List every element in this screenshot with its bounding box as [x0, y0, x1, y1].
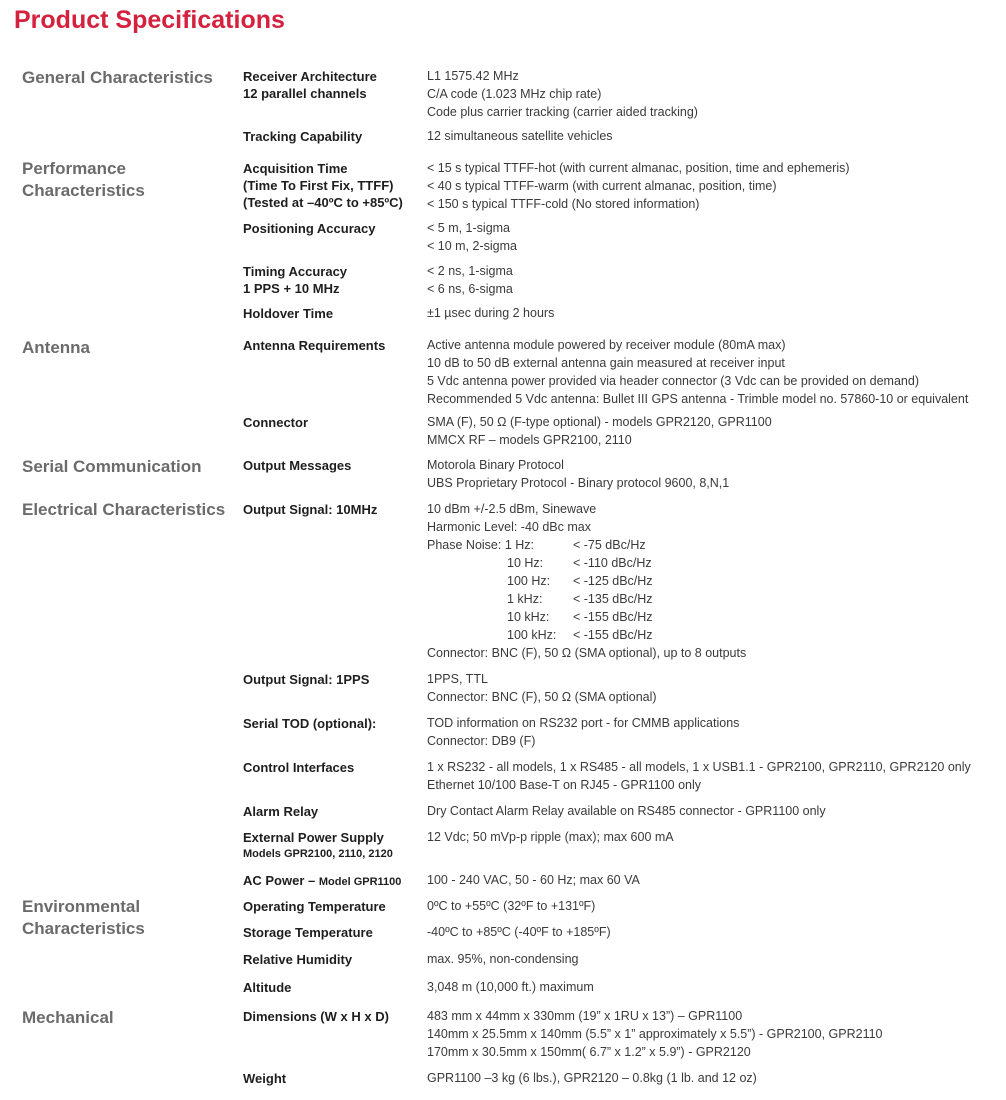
spec-label-timing: [243, 263, 347, 297]
value-line: < 6 ns, 6-sigma: [427, 282, 513, 296]
phase-noise-freq: 100 kHz:: [507, 628, 557, 642]
spec-value-output-messages: [427, 456, 1002, 492]
spec-value-timing: [427, 262, 1002, 298]
section-general: [22, 67, 213, 89]
spec-value-storage-temp: [427, 923, 1002, 941]
phase-noise-freq: 10 kHz:: [507, 610, 550, 624]
spec-value-op-temp: [427, 897, 1002, 915]
phase-noise-row: [427, 554, 1002, 572]
value-line: ±1 µsec during 2 hours: [427, 306, 555, 320]
spec-label-humidity: [243, 951, 352, 968]
phase-noise-freq: 100 Hz:: [507, 574, 551, 588]
label-line: External Power Supply: [243, 830, 384, 845]
label-line: Dimensions (W x H x D): [243, 1009, 389, 1024]
spec-label-tracking: [243, 128, 362, 145]
label-line: Output Messages: [243, 458, 352, 473]
value-line: < 2 ns, 1-sigma: [427, 264, 513, 278]
value-line: 0ºC to +55ºC (32ºF to +131ºF): [427, 899, 596, 913]
label-line: Antenna Requirements: [243, 338, 386, 353]
label-line: Models GPR2100, 2110, 2120: [243, 848, 393, 860]
value-line: 12 Vdc; 50 mVp-p ripple (max); max 600 mA: [427, 830, 674, 844]
value-line: Dry Contact Alarm Relay available on RS485 connector - GPR1100 only: [427, 804, 826, 818]
value-line: Code plus carrier tracking (carrier aided tracking): [427, 105, 698, 119]
value-line: MMCX RF – models GPR2100, 2110: [427, 433, 632, 447]
label-line: 1 PPS + 10 MHz: [243, 281, 340, 296]
label-main: AC Power –: [243, 873, 319, 888]
section-title: Performance: [22, 159, 126, 178]
label-line: Storage Temperature: [243, 925, 373, 940]
phase-noise-level: < -135 dBc/Hz: [573, 592, 653, 606]
spec-value-altitude: [427, 978, 1002, 996]
value-line: Harmonic Level: -40 dBc max: [427, 520, 591, 534]
section-antenna: [22, 337, 90, 359]
label-line: Timing Accuracy: [243, 264, 348, 279]
section-mechanical: [22, 1007, 114, 1029]
label-line: Receiver Architecture: [243, 69, 377, 84]
value-line: SMA (F), 50 Ω (F-type optional) - models GPR2120, GPR1100: [427, 415, 772, 429]
section-title: General Characteristics: [22, 68, 213, 87]
spec-value-dimensions: [427, 1007, 1002, 1061]
value-line: 483 mm x 44mm x 330mm (19” x 1RU x 13”) – GPR1100: [427, 1009, 743, 1023]
value-line: Motorola Binary Protocol: [427, 458, 564, 472]
spec-label-holdover: [243, 305, 333, 322]
spec-value-signal-1pps: [427, 670, 1002, 706]
value-line: < 10 m, 2-sigma: [427, 239, 517, 253]
label-line: (Tested at –40ºC to +85ºC): [243, 195, 403, 210]
spec-value-control: [427, 758, 1002, 794]
spec-label-ext-power: [243, 829, 393, 863]
spec-label-connector: [243, 414, 308, 431]
phase-noise-row: [427, 626, 1002, 644]
value-line: Connector: BNC (F), 50 Ω (SMA optional): [427, 690, 657, 704]
spec-label-storage-temp: [243, 924, 373, 941]
label-line: Connector: [243, 415, 308, 430]
phase-noise-freq: 1 kHz:: [507, 592, 543, 606]
section-title: Electrical Characteristics: [22, 500, 226, 519]
spec-value-positioning: [427, 219, 1002, 255]
value-line: GPR1100 –3 kg (6 lbs.), GPR2120 – 0.8kg (1 lb. and 12 oz): [427, 1071, 757, 1085]
spec-label-positioning: [243, 220, 375, 237]
value-line: Recommended 5 Vdc antenna: Bullet III GPS antenna - Trimble model no. 57860-10 or equivalent: [427, 392, 969, 406]
spec-value-ext-power: [427, 828, 1002, 846]
label-line: Serial TOD (optional):: [243, 716, 377, 731]
spec-label-control: [243, 759, 354, 776]
phase-noise-row: [427, 590, 1002, 608]
spec-value-alarm: [427, 802, 1002, 820]
spec-label-alarm: [243, 803, 318, 820]
phase-noise-level: < -125 dBc/Hz: [573, 574, 653, 588]
spec-label-serial-tod: [243, 715, 376, 732]
label-line: [243, 872, 401, 891]
spec-label-dimensions: [243, 1008, 389, 1025]
spec-value-connector: [427, 413, 1002, 449]
label-line: Output Signal: 1PPS: [243, 672, 370, 687]
section-title: Environmental: [22, 897, 141, 916]
spec-label-op-temp: [243, 898, 386, 915]
value-line: < 5 m, 1-sigma: [427, 221, 511, 235]
value-line: Connector: BNC (F), 50 Ω (SMA optional), up to 8 outputs: [427, 646, 747, 660]
spec-label-weight: [243, 1070, 286, 1087]
spec-value-weight: [427, 1069, 1002, 1087]
value-line: Ethernet 10/100 Base-T on RJ45 - GPR1100 only: [427, 778, 702, 792]
spec-value-signal-10mhz: [427, 500, 1002, 662]
label-line: Positioning Accuracy: [243, 221, 376, 236]
section-performance: [22, 158, 145, 202]
section-title: Characteristics: [22, 919, 145, 938]
value-line: 12 simultaneous satellite vehicles: [427, 129, 613, 143]
value-line: 10 dBm +/-2.5 dBm, Sinewave: [427, 502, 597, 516]
spec-label-receiver: [243, 68, 377, 102]
value-line: 1 x RS232 - all models, 1 x RS485 - all models, 1 x USB1.1 - GPR2100, GPR2110, GPR2120 only: [427, 760, 971, 774]
phase-noise-level: < -155 dBc/Hz: [573, 628, 653, 642]
phase-noise-freq: Phase Noise: 1 Hz:: [427, 538, 534, 552]
label-line: 12 parallel channels: [243, 86, 367, 101]
spec-label-acquisition: [243, 160, 403, 211]
phase-noise-row: [427, 536, 1002, 554]
value-line: 100 - 240 VAC, 50 - 60 Hz; max 60 VA: [427, 873, 640, 887]
section-environmental: [22, 896, 145, 940]
value-line: 3,048 m (10,000 ft.) maximum: [427, 980, 594, 994]
spec-value-ac-power: [427, 871, 1002, 889]
value-line: < 150 s typical TTFF-cold (No stored information): [427, 197, 700, 211]
label-line: Holdover Time: [243, 306, 334, 321]
value-line: 170mm x 30.5mm x 150mm( 6.7” x 1.2” x 5.9”) - GPR2120: [427, 1045, 751, 1059]
label-line: Operating Temperature: [243, 899, 386, 914]
value-line: < 40 s typical TTFF-warm (with current almanac, position, time): [427, 179, 777, 193]
label-line: Output Signal: 10MHz: [243, 502, 378, 517]
spec-value-receiver: [427, 67, 1002, 121]
label-line: Acquisition Time: [243, 161, 348, 176]
spec-label-ac-power: [243, 872, 401, 891]
value-line: TOD information on RS232 port - for CMMB applications: [427, 716, 740, 730]
value-line: 140mm x 25.5mm x 140mm (5.5” x 1” approximately x 5.5”) - GPR2100, GPR2110: [427, 1027, 883, 1041]
spec-label-altitude: [243, 979, 291, 996]
section-serial: [22, 456, 201, 478]
value-line: C/A code (1.023 MHz chip rate): [427, 87, 602, 101]
value-line: 10 dB to 50 dB external antenna gain measured at receiver input: [427, 356, 785, 370]
section-title: Mechanical: [22, 1008, 114, 1027]
section-title: Serial Communication: [22, 457, 202, 476]
phase-noise-level: < -75 dBc/Hz: [573, 538, 646, 552]
label-model: Model GPR1100: [318, 876, 402, 888]
spec-value-humidity: [427, 950, 1002, 968]
spec-label-output-messages: [243, 457, 351, 474]
page-title: Product Specifications: [14, 6, 285, 34]
spec-label-antenna-req: [243, 337, 385, 354]
label-line: Alarm Relay: [243, 804, 319, 819]
spec-value-serial-tod: [427, 714, 1002, 750]
value-line: UBS Proprietary Protocol - Binary protocol 9600, 8,N,1: [427, 476, 730, 490]
phase-noise-level: < -155 dBc/Hz: [573, 610, 653, 624]
phase-noise-row: [427, 572, 1002, 590]
value-line: 1PPS, TTL: [427, 672, 488, 686]
spec-value-antenna-req: [427, 336, 1002, 408]
phase-noise-level: < -110 dBc/Hz: [573, 556, 652, 570]
label-line: Control Interfaces: [243, 760, 355, 775]
label-line: Weight: [243, 1071, 287, 1086]
label-line: Relative Humidity: [243, 952, 353, 967]
label-line: Altitude: [243, 980, 292, 995]
label-line: (Time To First Fix, TTFF): [243, 178, 394, 193]
spec-value-tracking: [427, 127, 1002, 145]
value-line: max. 95%, non-condensing: [427, 952, 579, 966]
value-line: Active antenna module powered by receiver module (80mA max): [427, 338, 786, 352]
label-line: Tracking Capability: [243, 129, 363, 144]
section-electrical: [22, 499, 225, 521]
value-line: < 15 s typical TTFF-hot (with current almanac, position, time and ephemeris): [427, 161, 850, 175]
spec-value-acquisition: [427, 159, 1002, 213]
phase-noise-freq: 10 Hz:: [507, 556, 544, 570]
value-line: -40ºC to +85ºC (-40ºF to +185ºF): [427, 925, 611, 939]
phase-noise-row: [427, 608, 1002, 626]
value-line: L1 1575.42 MHz: [427, 69, 519, 83]
section-title: Characteristics: [22, 181, 145, 200]
spec-label-signal-1pps: [243, 671, 369, 688]
spec-value-holdover: [427, 304, 1002, 322]
section-title: Antenna: [22, 338, 90, 357]
value-line: Connector: DB9 (F): [427, 734, 536, 748]
spec-label-signal-10mhz: [243, 501, 377, 518]
value-line: 5 Vdc antenna power provided via header connector (3 Vdc can be provided on demand): [427, 374, 919, 388]
